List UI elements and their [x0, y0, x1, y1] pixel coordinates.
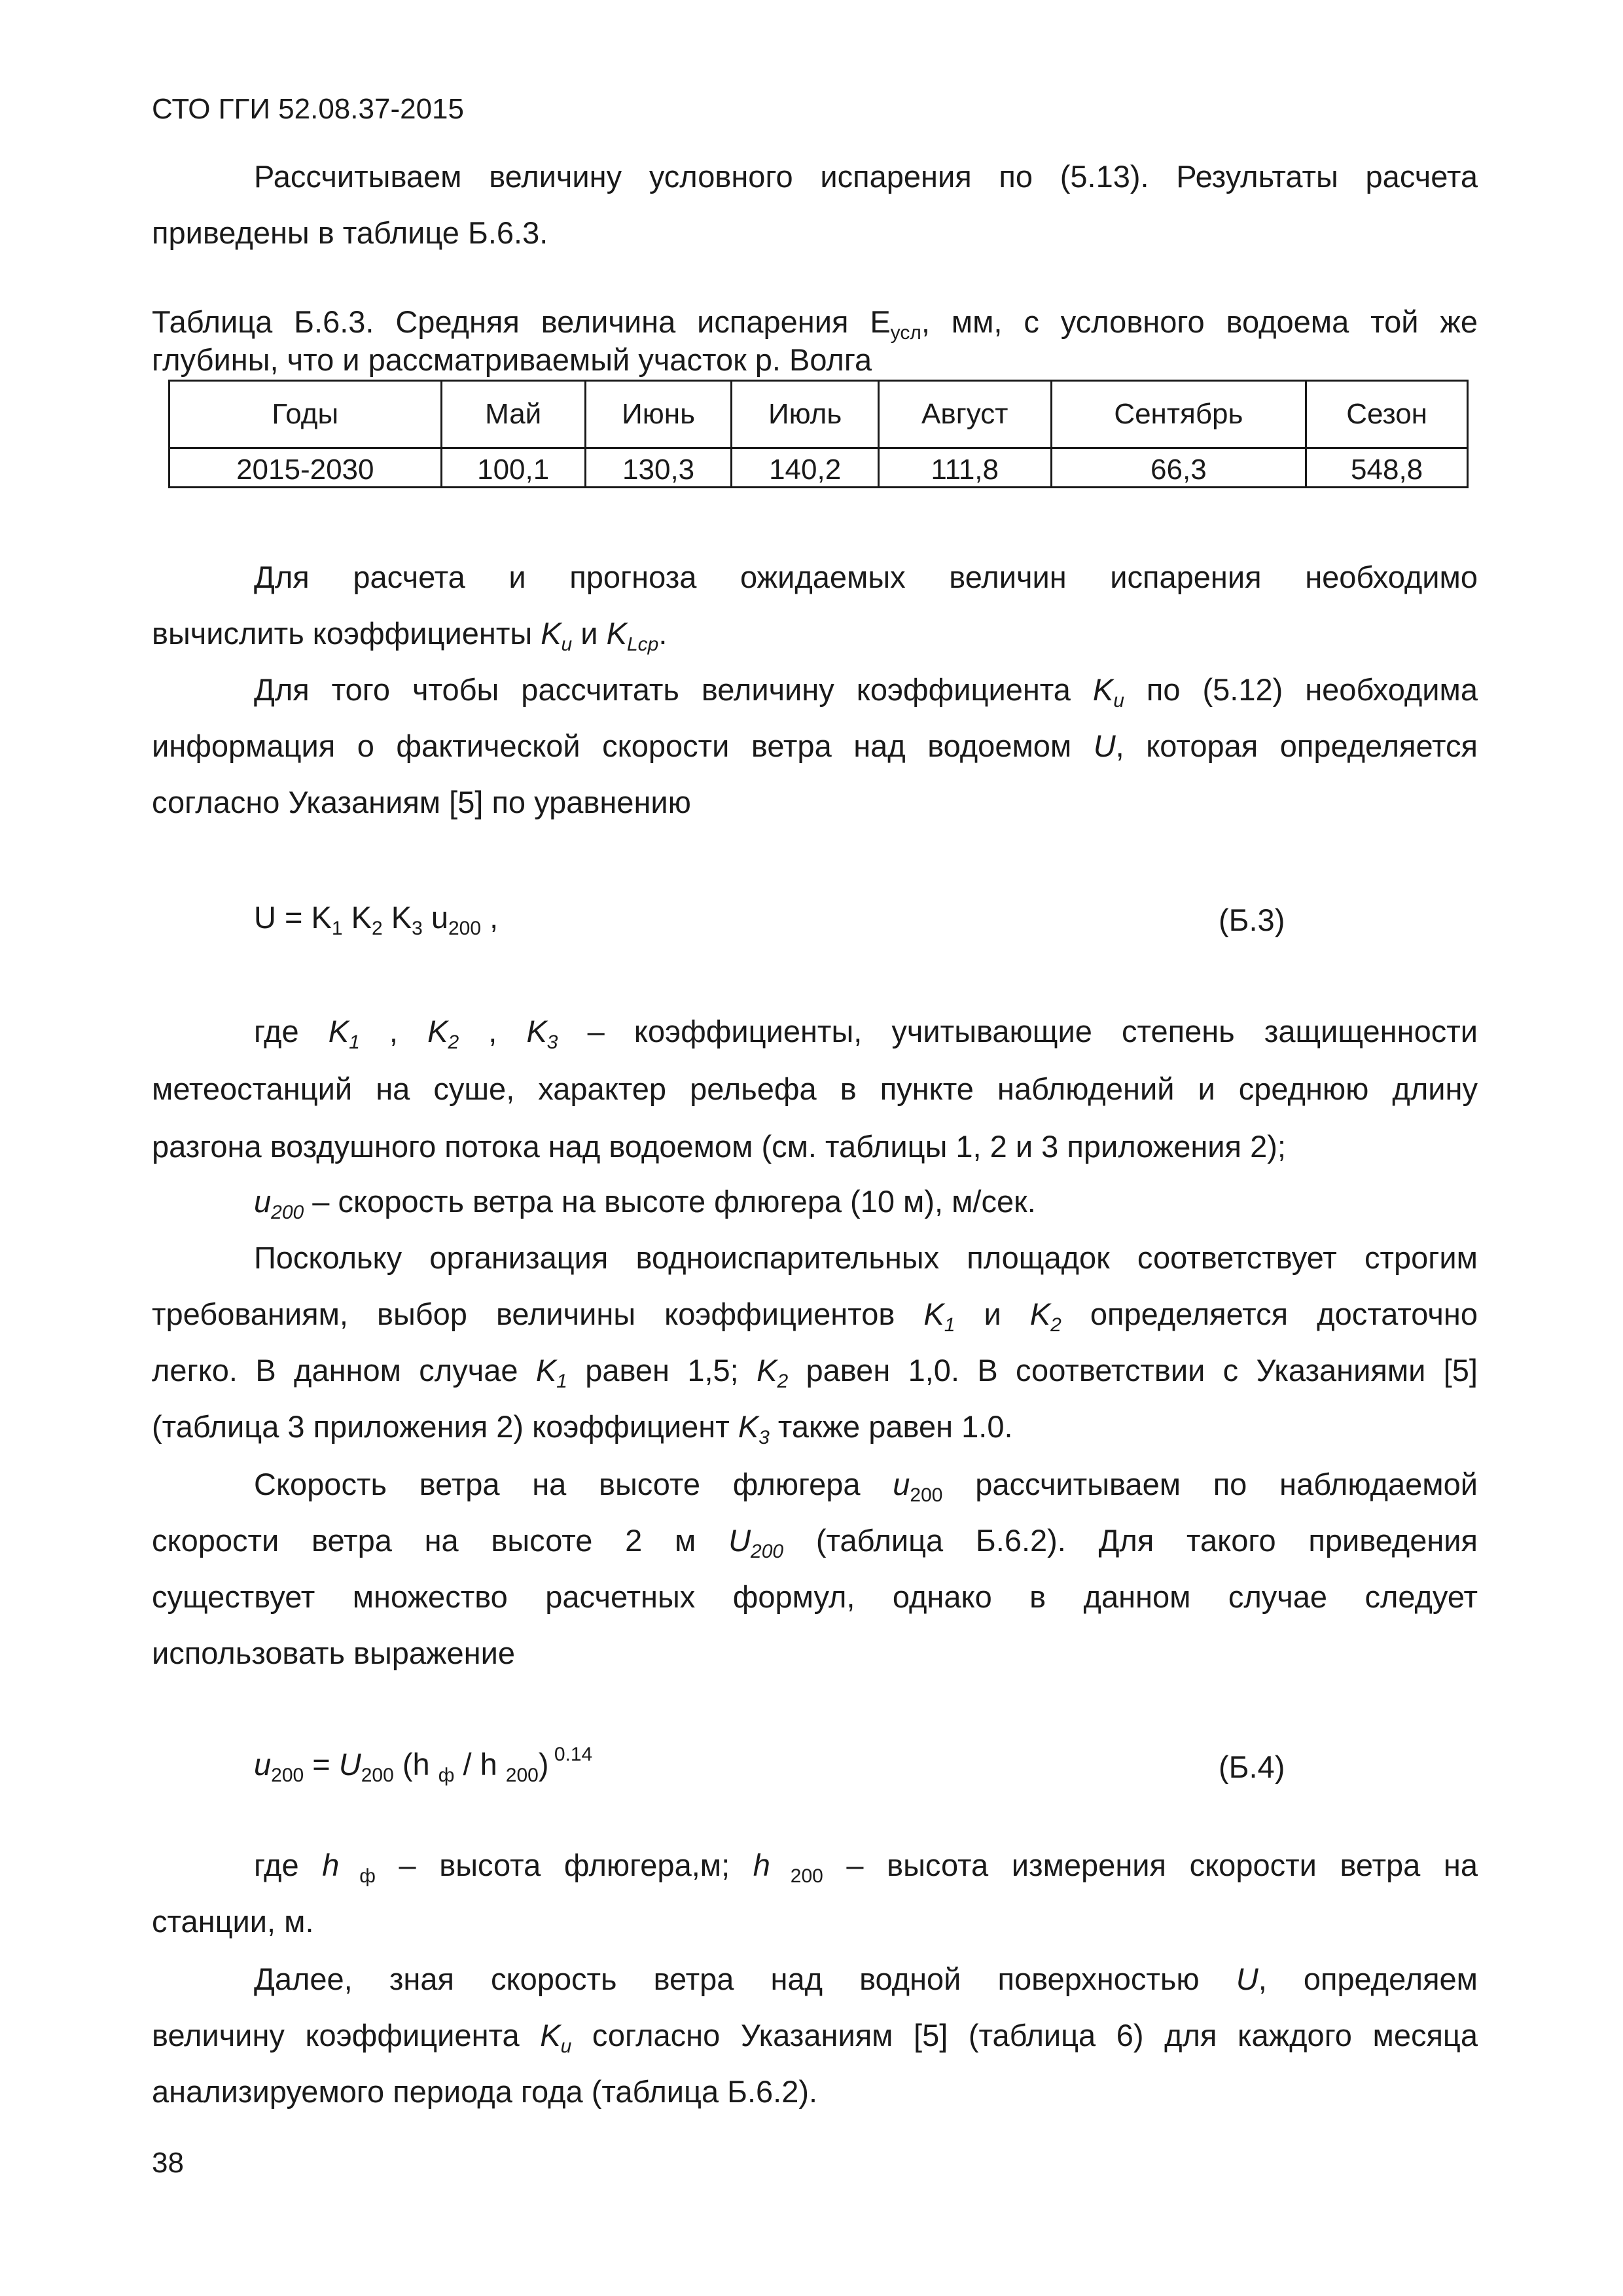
evaporation-table	[168, 380, 1469, 488]
para5-line-1: Скорость ветра на высоте флюгера $u_{200}$ рассчитываем по наблюдаемой	[254, 1467, 1478, 1506]
intro-line-2: приведены в таблице Б.6.3.	[152, 215, 548, 250]
intro-line-1: Рассчитываем величину условного испарения по (5.13). Результаты расчета	[254, 159, 1478, 194]
table-cell: 2015-2030	[169, 448, 442, 488]
table-cell: 130,3	[585, 448, 732, 488]
para5-line-2: скорости ветра на высоте 2 м $U_{200}$ (таблица Б.6.2). Для такого приведения	[152, 1523, 1478, 1562]
para7-line-3: анализируемого периода года (таблица Б.6.2).	[152, 2074, 818, 2109]
para3-line-2: метеостанций на суше, характер рельефа в пункте наблюдений и среднюю длину	[152, 1071, 1478, 1106]
table-cell: 100,1	[441, 448, 585, 488]
equation-b3-number: (Б.3)	[1219, 903, 1285, 937]
para2-line-1: Для того чтобы рассчитать величину коэффициента $K_u$ по (5.12) необходима	[254, 672, 1478, 711]
para3-line-4: $u_{200}$ – скорость ветра на высоте флюгера (10 м), м/сек.	[254, 1184, 1036, 1223]
equation-b4-number: (Б.4)	[1219, 1749, 1285, 1784]
para4-line-3: легко. В данном случае $K_1$ равен 1,5; $K_2$ равен 1,0. В соответствии с Указаниями [5]	[152, 1353, 1478, 1392]
para1-line-2: вычислить коэффициенты $K_u$ и $K_{Lср}$.	[152, 616, 668, 655]
table-cell: 66,3	[1051, 448, 1306, 488]
table-cell: 111,8	[878, 448, 1051, 488]
table-caption-line-1: Таблица Б.6.3. Средняя величина испарения $Е_{усл}$, мм, с условного водоема той же	[152, 304, 1478, 344]
table-header-cell: Май	[441, 381, 585, 448]
table-cell: 548,8	[1306, 448, 1468, 488]
table-header-cell: Август	[878, 381, 1051, 448]
para2-line-3: согласно Указаниям [5] по уравнению	[152, 785, 691, 819]
para6-line-1: где h $_ф$ – высота флюгера,м; h $_{200}$ – высота измерения скорости ветра на	[254, 1848, 1478, 1887]
para5-line-4: использовать выражение	[152, 1636, 515, 1670]
table-header-row	[169, 381, 1468, 448]
para3-line-1: где $K_1$ , $K_2$ , $K_3$ – коэффициенты, учитывающие степень защищенности	[254, 1014, 1478, 1053]
para6-line-2: станции, м.	[152, 1904, 314, 1939]
table-caption-line-2: глубины, что и рассматриваемый участок р. Волга	[152, 342, 872, 377]
table-header-cell: Годы	[169, 381, 442, 448]
para4-line-4: (таблица 3 приложения 2) коэффициент $K_3$ также равен 1.0.	[152, 1409, 1013, 1448]
document-header: СТО ГГИ 52.08.37-2015	[152, 93, 464, 125]
equation-b3: $U = K_1$ $K_2$ $K_3$ $u_{200}$ ,	[254, 900, 499, 939]
page-number: 38	[152, 2147, 184, 2179]
table-header-cell: Июль	[732, 381, 878, 448]
para5-line-3: существует множество расчетных формул, однако в данном случае следует	[152, 1579, 1478, 1614]
para4-line-2: требованиям, выбор величины коэффициентов $K_1$ и $K_2$ определяется достаточно	[152, 1297, 1478, 1336]
table-header-cell: Сентябрь	[1051, 381, 1306, 448]
para4-line-1: Поскольку организация водноиспарительных площадок соответствует строгим	[254, 1240, 1478, 1275]
para1-line-1: Для расчета и прогноза ожидаемых величин испарения необходимо	[254, 560, 1478, 594]
para3-line-3: разгона воздушного потока над водоемом (см. таблицы 1, 2 и 3 приложения 2);	[152, 1129, 1286, 1164]
para7-line-2: величину коэффициента $K_u$ согласно Указаниям [5] (таблица 6) для каждого месяца	[152, 2018, 1478, 2057]
equation-b4: $u_{200} = U_{200}$ (h $_ф$ / h $_{200}$) $^{0.14}$	[254, 1744, 593, 1786]
para7-line-1: Далее, зная скорость ветра над водной поверхностью U, определяем	[254, 1962, 1478, 1996]
table-header-cell: Июнь	[585, 381, 732, 448]
table-header-cell: Сезон	[1306, 381, 1468, 448]
para2-line-2: информация о фактической скорости ветра над водоемом U, которая определяется	[152, 728, 1478, 763]
table-row	[169, 448, 1468, 488]
table-cell: 140,2	[732, 448, 878, 488]
